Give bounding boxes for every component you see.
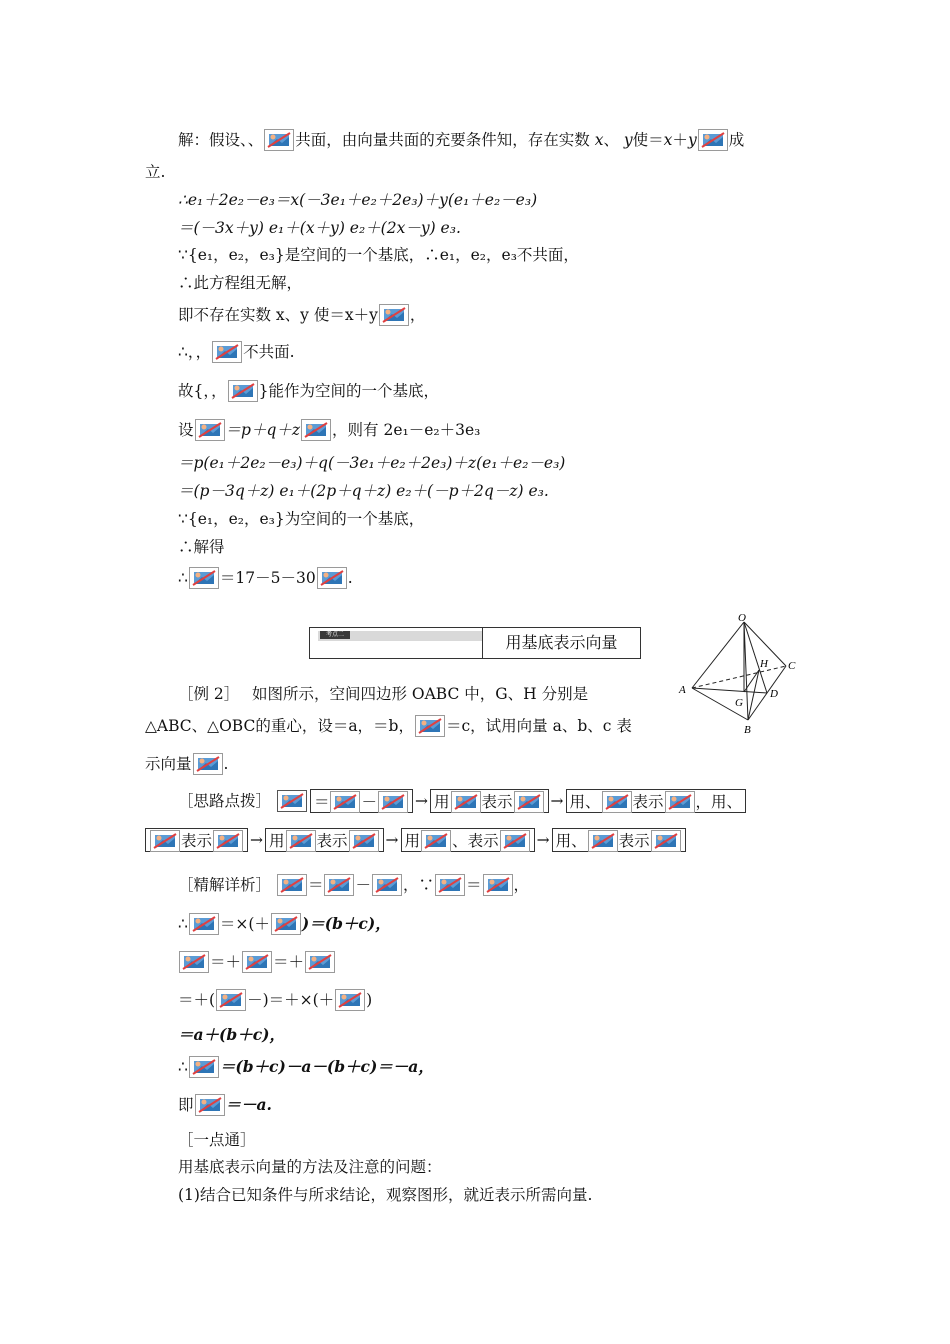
tips-label: ［一点通］ [178, 1131, 256, 1149]
image-placeholder-icon [335, 989, 365, 1011]
text-line: ＝(p－3q＋z) e₁＋(2p＋q＋z) e₂＋(－p＋2q－z) e₃. [178, 482, 549, 500]
text-line: ∴ ＝17－5－30 . [178, 569, 353, 587]
image-placeholder-icon [301, 419, 331, 441]
image-placeholder-icon [305, 951, 335, 973]
hint-line: ［思路点拨］ ＝ － → 用 表示 → 用、 表示 ，用、 [178, 789, 748, 813]
image-placeholder-icon [324, 874, 354, 896]
text-line: ∵{e₁，e₂，e₃}为空间的一个基底， [178, 510, 425, 528]
text-line: ∴此方程组无解， [178, 274, 303, 292]
text-line: 设 ＝p＋q＋z ，则有 2e₁－e₂＋3e₃ [178, 421, 481, 439]
text-line: ∴解得 [178, 538, 225, 556]
image-placeholder-icon [195, 419, 225, 441]
image-placeholder-icon [242, 951, 272, 973]
text-line: ∴e₁＋2e₂－e₃＝x(－3e₁＋e₂＋2e₃)＋y(e₁＋e₂－e₃) [178, 191, 538, 209]
image-placeholder-icon [189, 913, 219, 935]
image-placeholder-icon [277, 874, 307, 896]
banner-tag: 考点二 [320, 631, 350, 639]
image-placeholder-icon [228, 380, 258, 402]
hint-box: 用 表示 [430, 789, 549, 813]
image-placeholder-icon [317, 567, 347, 589]
hint-box: 用 、表示 [401, 828, 535, 852]
image-placeholder-icon [435, 874, 465, 896]
solution-line: ＝＋( －)＝＋×(＋ ) [178, 991, 373, 1009]
image-placeholder-icon [588, 830, 618, 852]
text-line: ＝(－3x＋y) e₁＋(x＋y) e₂＋(2x－y) e₃. [178, 219, 461, 237]
tips-line: (1)结合已知条件与所求结论，观察图形，就近表示所需向量. [178, 1186, 593, 1204]
figure-label-D: D [770, 688, 778, 700]
banner-title: 用基底表示向量 [505, 633, 618, 652]
text-line: ∵{e₁，e₂，e₃}是空间的一个基底，∴e₁，e₂，e₃不共面， [178, 246, 579, 264]
text-line: 解：假设、、 共面，由向量共面的充要条件知，存在实数 x、 y使＝x＋y 成 [178, 131, 745, 149]
figure-label-G: G [735, 697, 743, 709]
text-line: 故{，， }能作为空间的一个基底， [178, 382, 439, 400]
figure-label-B: B [744, 724, 751, 736]
image-placeholder-icon [277, 790, 307, 812]
image-placeholder-icon [150, 830, 180, 852]
hint-box: 用、 表示 ，用、 [566, 789, 747, 813]
image-placeholder-icon [213, 830, 243, 852]
example-line: ［例 2］ 如图所示，空间四边形 OABC 中，G、H 分别是 [178, 685, 589, 703]
image-placeholder-icon [665, 791, 695, 813]
text-line: 即不存在实数 x、y 使＝x＋y ， [178, 306, 426, 324]
image-placeholder-icon [286, 830, 316, 852]
image-placeholder-icon [330, 791, 360, 813]
figure-label-H: H [760, 658, 768, 670]
solution-line: ∴ ＝×(＋ )＝(b＋c)， [178, 914, 391, 933]
image-placeholder-icon [216, 989, 246, 1011]
image-placeholder-icon [179, 951, 209, 973]
hint-box: 用 表示 [265, 828, 384, 852]
image-placeholder-icon [500, 830, 530, 852]
image-placeholder-icon [651, 830, 681, 852]
text-line: ∴，， 不共面. [178, 343, 295, 361]
hint-line: 表示 → 用 表示 → 用 、表示 → 用、 表示 [143, 828, 688, 852]
image-placeholder-icon [602, 791, 632, 813]
solution-line: 即 ＝－a. [178, 1095, 272, 1114]
solution-line: ∴ ＝(b＋c)－a－(b＋c)＝－a， [178, 1057, 434, 1076]
image-placeholder-icon [195, 1094, 225, 1116]
image-placeholder-icon [483, 874, 513, 896]
image-placeholder-icon [514, 791, 544, 813]
hint-box: ＝ － [310, 789, 413, 813]
text-line: 立. [145, 163, 166, 181]
image-placeholder-icon [421, 830, 451, 852]
figure-label-C: C [788, 660, 796, 672]
image-placeholder-icon [415, 715, 445, 737]
solution-line: ＝＋ ＝＋ [178, 950, 336, 973]
solution-line: ＝a＋(b＋c)， [178, 1025, 285, 1044]
example-line: 示向量 . [145, 755, 229, 773]
image-placeholder-icon [451, 791, 481, 813]
example-line: △ABC、△OBC的重心，设＝a，＝b， ＝c，试用向量 a、b、c 表 [145, 717, 632, 735]
image-placeholder-icon [378, 791, 408, 813]
hint-box: 用、 表示 [552, 828, 686, 852]
image-placeholder-icon [264, 129, 294, 151]
tetrahedron-figure [676, 612, 816, 740]
text-line: ＝p(e₁＋2e₂－e₃)＋q(－3e₁＋e₂＋2e₃)＋z(e₁＋e₂－e₃) [178, 454, 566, 472]
figure-label-A: A [679, 684, 686, 696]
figure-label-O: O [738, 612, 746, 624]
image-placeholder-icon [193, 753, 223, 775]
solution-line: ［精解详析］ ＝ － ，∵ ＝ ， [178, 876, 530, 894]
image-placeholder-icon [698, 129, 728, 151]
image-placeholder-icon [379, 304, 409, 326]
image-placeholder-icon [212, 341, 242, 363]
image-placeholder-icon [271, 913, 301, 935]
image-placeholder-icon [372, 874, 402, 896]
section-banner [309, 627, 641, 659]
tips-line: 用基底表示向量的方法及注意的问题： [178, 1158, 442, 1176]
hint-box: 表示 [145, 828, 248, 852]
image-placeholder-icon [189, 567, 219, 589]
image-placeholder-icon [189, 1056, 219, 1078]
image-placeholder-icon [349, 830, 379, 852]
